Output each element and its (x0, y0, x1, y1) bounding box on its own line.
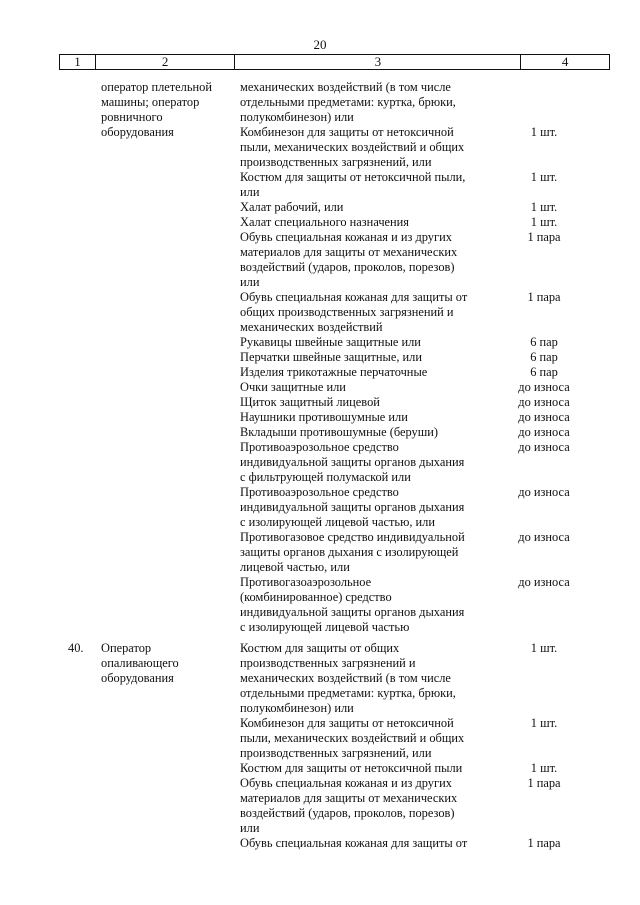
occupation-line: оборудования (101, 125, 174, 139)
item-description-line: производственных загрязнений и (240, 656, 416, 670)
item-description-line: Рукавицы швейные защитные или (240, 335, 421, 349)
item-description-line: индивидуальной защиты органов дыхания (240, 500, 465, 514)
item-quantity: до износа (518, 395, 570, 409)
row-number: 40. (68, 641, 84, 655)
item-description-line: полукомбинезон) или (240, 110, 354, 124)
occupation-line: оборудования (101, 671, 174, 685)
item-description-line: механических воздействий (в том числе (240, 80, 451, 94)
item-description-line: Комбинезон для защиты от нетоксичной (240, 125, 454, 139)
item-quantity: 1 шт. (530, 200, 558, 214)
item-description-line: Щиток защитный лицевой (240, 395, 380, 409)
item-quantity: 1 шт. (530, 215, 558, 229)
item-quantity: до износа (518, 440, 570, 454)
item-quantity: 1 шт. (530, 761, 558, 775)
header-col-4: 4 (561, 54, 569, 69)
item-description-line: отдельными предметами: куртка, брюки, (240, 686, 456, 700)
item-description-line: пыли, механических воздействий и общих (240, 731, 465, 745)
item-quantity: до износа (518, 485, 570, 499)
item-description-line: Перчатки швейные защитные, или (240, 350, 422, 364)
item-quantity: 1 пара (527, 230, 561, 244)
item-description-line: материалов для защиты от механических (240, 791, 458, 805)
occupation-line: ровничного (101, 110, 163, 124)
item-quantity: 1 шт. (530, 641, 558, 655)
item-description-line: индивидуальной защиты органов дыхания (240, 455, 465, 469)
item-description-line: материалов для защиты от механических (240, 245, 458, 259)
item-description-line: Изделия трикотажные перчаточные (240, 365, 428, 379)
item-description-line: индивидуальной защиты органов дыхания (240, 605, 465, 619)
item-quantity: до износа (518, 575, 570, 589)
item-quantity: до износа (518, 425, 570, 439)
item-description-line: воздействий (ударов, проколов, порезов) (240, 806, 455, 820)
item-description-line: Противогазоаэрозольное (240, 575, 372, 589)
item-description-line: Вкладыши противошумные (беруши) (240, 425, 438, 439)
item-description-line: Обувь специальная кожаная и из других (240, 230, 452, 244)
item-description-line: полукомбинезон) или (240, 701, 354, 715)
item-description-line: (комбинированное) средство (240, 590, 392, 604)
header-col-2: 2 (96, 55, 236, 69)
item-description-line: с изолирующей лицевой частью (240, 620, 410, 634)
item-description-line: пыли, механических воздействий и общих (240, 140, 465, 154)
item-description-line: Противоаэрозольное средство (240, 485, 399, 499)
item-description-line: Халат специального назначения (240, 215, 410, 229)
item-description-line: Наушники противошумные или (240, 410, 408, 424)
item-description-line: Обувь специальная кожаная для защиты от (240, 836, 468, 850)
item-description-line: Костюм для защиты от нетоксичной пыли, (240, 170, 466, 184)
occupation-line: машины; оператор (101, 95, 200, 109)
item-description-line: Обувь специальная кожаная и из других (240, 776, 452, 790)
item-description-line: с изолирующей лицевой частью, или (240, 515, 435, 529)
item-description-line: с фильтрующей полумаской или (240, 470, 411, 484)
item-quantity: 1 шт. (530, 170, 558, 184)
item-quantity: 1 шт. (530, 716, 558, 730)
item-description-line: Костюм для защиты от нетоксичной пыли (240, 761, 463, 775)
item-quantity: 6 пар (530, 350, 558, 364)
item-quantity: 6 пар (530, 365, 558, 379)
item-description-line: производственных загрязнений, или (240, 746, 432, 760)
item-quantity: 6 пар (530, 335, 558, 349)
item-description-line: или (240, 821, 260, 835)
item-description-line: защиты органов дыхания с изолирующей (240, 545, 459, 559)
item-description-line: Костюм для защиты от общих (240, 641, 400, 655)
item-description-line: общих производственных загрязнений и (240, 305, 454, 319)
item-description-line: Противоаэрозольное средство (240, 440, 399, 454)
item-description-line: механических воздействий (в том числе (240, 671, 451, 685)
item-description-line: Противогазовое средство индивидуальной (240, 530, 465, 544)
item-quantity: 1 пара (527, 290, 561, 304)
item-quantity: 1 пара (527, 836, 561, 850)
header-col-1: 1 (60, 55, 96, 69)
item-description-line: воздействий (ударов, проколов, порезов) (240, 260, 455, 274)
item-description-line: производственных загрязнений, или (240, 155, 432, 169)
occupation-line: опаливающего (101, 656, 179, 670)
item-quantity: до износа (518, 530, 570, 544)
item-description-line: или (240, 275, 260, 289)
header-col-3: 3 (235, 55, 521, 69)
page-number: 20 (313, 37, 327, 52)
item-quantity: до износа (518, 410, 570, 424)
item-description-line: лицевой частью, или (240, 560, 350, 574)
item-description-line: механических воздействий (240, 320, 383, 334)
item-description-line: Комбинезон для защиты от нетоксичной (240, 716, 454, 730)
item-description-line: Очки защитные или (240, 380, 346, 394)
occupation-line: оператор плетельной (101, 80, 212, 94)
item-description-line: или (240, 185, 260, 199)
item-description-line: отдельными предметами: куртка, брюки, (240, 95, 456, 109)
item-description-line: Халат рабочий, или (240, 200, 344, 214)
item-quantity: 1 шт. (530, 125, 558, 139)
item-description-line: Обувь специальная кожаная для защиты от (240, 290, 468, 304)
item-quantity: до износа (518, 380, 570, 394)
occupation-line: Оператор (101, 641, 152, 655)
item-quantity: 1 пара (527, 776, 561, 790)
